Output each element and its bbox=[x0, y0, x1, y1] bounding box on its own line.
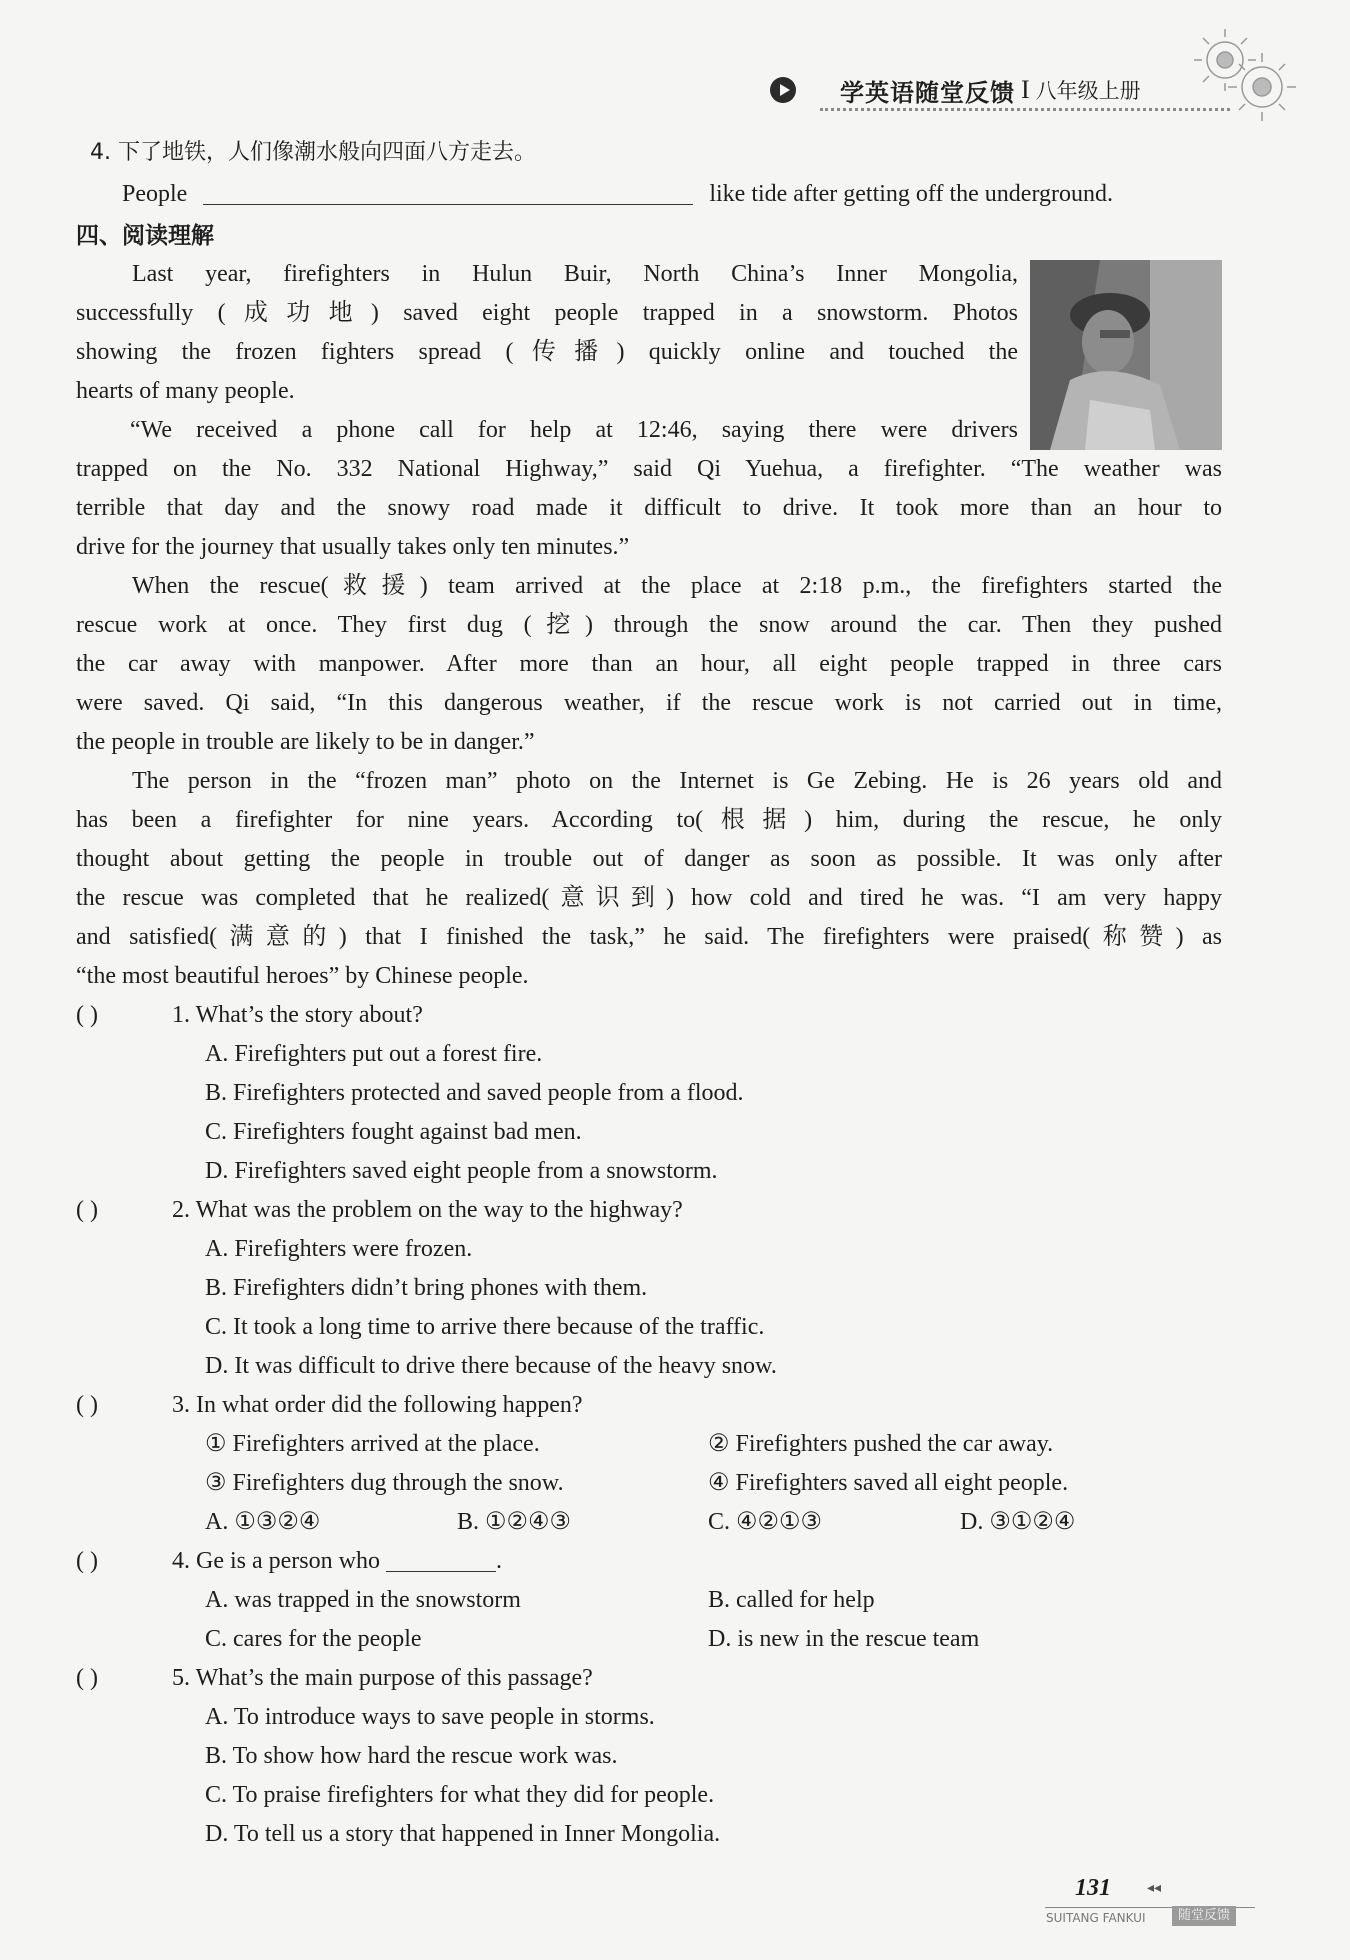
option-b[interactable]: B. Firefighters protected and saved people from a flood. bbox=[205, 1080, 744, 1106]
option-c[interactable]: C. Firefighters fought against bad men. bbox=[205, 1119, 582, 1145]
option-c[interactable]: C. ④②①③ bbox=[708, 1509, 823, 1535]
option-a[interactable]: A. Firefighters were frozen. bbox=[205, 1236, 473, 1262]
answer-bracket-q4[interactable]: ( ) bbox=[76, 1548, 98, 1574]
passage-line: terrible that day and the snowy road made it difficult to drive. It took more than an hour to bbox=[76, 495, 1222, 521]
option-d[interactable]: D. Firefighters saved eight people from a snowstorm. bbox=[205, 1158, 718, 1184]
book-title: 学英语随堂反馈 bbox=[840, 78, 1015, 107]
question-stem: 2. What was the problem on the way to the highway? bbox=[172, 1197, 683, 1223]
header-dotted-rule bbox=[820, 108, 1230, 111]
firefighter-photo bbox=[1030, 260, 1222, 450]
passage-line: Last year, firefighters in Hulun Buir, North China’s Inner Mongolia, bbox=[132, 261, 1018, 287]
option-d[interactable]: D. To tell us a story that happened in Inner Mongolia. bbox=[205, 1821, 721, 1847]
answer-bracket-q3[interactable]: ( ) bbox=[76, 1392, 98, 1418]
passage-line: and satisfied(满意的) that I finished the task,” he said. The firefighters were praised(称赞) as bbox=[76, 924, 1222, 950]
footer-series-cn: 随堂反馈 bbox=[1172, 1906, 1236, 1926]
option-a[interactable]: A. Firefighters put out a forest fire. bbox=[205, 1041, 543, 1067]
passage-line: the rescue was completed that he realized(意识到) how cold and tired he was. “I am very happy bbox=[76, 885, 1222, 911]
event-item: ④ Firefighters saved all eight people. bbox=[708, 1470, 1069, 1496]
passage-line: rescue work at once. They first dug (挖) through the snow around the car. Then they pushed bbox=[76, 612, 1222, 638]
flower-decoration-icon bbox=[1190, 25, 1300, 125]
passage-line: the car away with manpower. After more than an hour, all eight people trapped in three cars bbox=[76, 651, 1222, 677]
passage-line: trapped on the No. 332 National Highway,” said Qi Yuehua, a firefighter. “The weather was bbox=[76, 456, 1222, 482]
grade-label: 八年级上册 bbox=[1035, 79, 1141, 103]
event-item: ③ Firefighters dug through the snow. bbox=[205, 1470, 564, 1496]
answer-bracket-q1[interactable]: ( ) bbox=[76, 1002, 98, 1028]
event-item: ① Firefighters arrived at the place. bbox=[205, 1431, 540, 1457]
answer-bracket-q5[interactable]: ( ) bbox=[76, 1665, 98, 1691]
option-c[interactable]: C. cares for the people bbox=[205, 1626, 422, 1652]
option-a[interactable]: A. was trapped in the snowstorm bbox=[205, 1587, 521, 1613]
question-stem-text: 4. Ge is a person who bbox=[172, 1548, 380, 1574]
option-b[interactable]: B. ①②④③ bbox=[457, 1509, 572, 1535]
passage-line: successfully (成功地) saved eight people trapped in a snowstorm. Photos bbox=[76, 300, 1018, 326]
passage-line: The person in the “frozen man” photo on the Internet is Ge Zebing. He is 26 years old and bbox=[132, 768, 1222, 794]
passage-line: has been a firefighter for nine years. According to(根据) him, during the rescue, he only bbox=[76, 807, 1222, 833]
question-stem: 3. In what order did the following happen? bbox=[172, 1392, 583, 1418]
option-b[interactable]: B. Firefighters didn’t bring phones with them. bbox=[205, 1275, 648, 1301]
question-stem bbox=[172, 1546, 502, 1576]
passage-line: hearts of many people. bbox=[76, 378, 295, 404]
double-arrow-icon: ◂◂ bbox=[1147, 1881, 1162, 1896]
option-d[interactable]: D. is new in the rescue team bbox=[708, 1626, 980, 1652]
sentence-prefix: People bbox=[122, 181, 188, 207]
passage-line: showing the frozen fighters spread (传播) quickly online and touched the bbox=[76, 339, 1018, 365]
translation-item-4-sentence bbox=[122, 179, 1113, 209]
option-d[interactable]: D. ③①②④ bbox=[960, 1509, 1076, 1535]
event-item: ② Firefighters pushed the car away. bbox=[708, 1431, 1054, 1457]
footer-series-en: SUITANG FANKUI bbox=[1046, 1911, 1146, 1925]
answer-blank[interactable] bbox=[203, 181, 693, 205]
answer-bracket-q2[interactable]: ( ) bbox=[76, 1197, 98, 1223]
section-title: 四、阅读理解 bbox=[76, 223, 214, 249]
sentence-suffix: like tide after getting off the underground. bbox=[709, 181, 1113, 207]
option-b[interactable]: B. called for help bbox=[708, 1587, 875, 1613]
answer-blank[interactable] bbox=[386, 1548, 496, 1572]
question-stem-end: . bbox=[495, 1548, 502, 1574]
question-stem: 1. What’s the story about? bbox=[172, 1002, 423, 1028]
passage-line: When the rescue(救援) team arrived at the place at 2:18 p.m., the firefighters started the bbox=[132, 573, 1222, 599]
passage-line: drive for the journey that usually takes only ten minutes.” bbox=[76, 534, 630, 560]
passage-line: “the most beautiful heroes” by Chinese people. bbox=[76, 963, 529, 989]
option-a[interactable]: A. To introduce ways to save people in storms. bbox=[205, 1704, 655, 1730]
passage-line: thought about getting the people in trouble out of danger as soon as possible. It was only after bbox=[76, 846, 1222, 872]
question-stem: 5. What’s the main purpose of this passage? bbox=[172, 1665, 593, 1691]
option-c[interactable]: C. To praise firefighters for what they did for people. bbox=[205, 1782, 715, 1808]
passage-line: “We received a phone call for help at 12:46, saying there were drivers bbox=[130, 417, 1018, 443]
page-number: 131 bbox=[1075, 1875, 1111, 1901]
option-d[interactable]: D. It was difficult to drive there because of the heavy snow. bbox=[205, 1353, 777, 1379]
play-circle-icon bbox=[770, 77, 796, 103]
passage-line: were saved. Qi said, “In this dangerous weather, if the rescue work is not carried out in time, bbox=[76, 690, 1222, 716]
option-c[interactable]: C. It took a long time to arrive there because of the traffic. bbox=[205, 1314, 765, 1340]
header-separator: I bbox=[1021, 75, 1030, 104]
passage-line: the people in trouble are likely to be in danger.” bbox=[76, 729, 535, 755]
option-a[interactable]: A. ①③②④ bbox=[205, 1509, 321, 1535]
firefighter-photo-drawing bbox=[1030, 260, 1222, 450]
option-b[interactable]: B. To show how hard the rescue work was. bbox=[205, 1743, 618, 1769]
translation-item-4-chinese: 4. 下了地铁，人们像潮水般向四面八方走去。 bbox=[90, 140, 536, 165]
